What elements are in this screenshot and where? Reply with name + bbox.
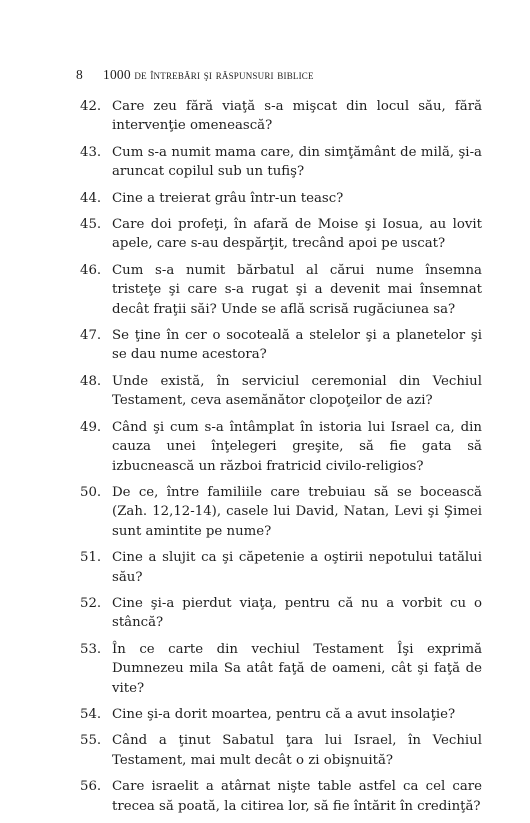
question-number: 54. bbox=[80, 706, 102, 722]
book-title: 1000 de întrebări şi răspunsuri biblice bbox=[103, 67, 314, 82]
question-item bbox=[80, 483, 482, 541]
question-text: În ce carte din vechiul Testament Îşi exprimă Dumnezeu mila Sa atât faţă de oameni, cât şi faţă de vite? bbox=[112, 641, 482, 696]
question-number: 44. bbox=[80, 190, 102, 206]
question-text: Care israelit a atârnat nişte table astfel ca cel care trecea să poată, la citirea lor, să fie întărit în credinţă? bbox=[112, 779, 482, 814]
question-number: 49. bbox=[80, 419, 102, 435]
question-item bbox=[80, 261, 482, 319]
question-text: Care zeu fără viaţă s-a mişcat din locul său, fără intervenţie omenească? bbox=[112, 99, 482, 134]
question-number: 50. bbox=[80, 484, 102, 500]
question-item bbox=[80, 731, 482, 770]
question-number: 51. bbox=[80, 550, 102, 566]
question-number: 53. bbox=[80, 641, 102, 657]
page-number: 8 bbox=[76, 67, 83, 82]
question-number: 42. bbox=[80, 99, 102, 114]
question-text: De ce, între familiile care trebuiau să se bocească (Zah. 12,12-14), casele lui David, Natan, Levi şi Şimei sunt amintite pe nume? bbox=[112, 484, 482, 539]
question-text: Se ţine în cer o socoteală a stelelor şi a planetelor şi se dau nume acestora? bbox=[112, 328, 482, 363]
question-text: Când şi cum s-a întâmplat în istoria lui Israel ca, din cauza unei înţelegeri greşite, să fie gata să izbucnească un război fratricid civilo-religios? bbox=[112, 419, 482, 474]
page-header bbox=[76, 67, 314, 83]
question-text: Cum s-a numit bărbatul al cărui nume însemna tristeţe şi care s-a rugat şi a devenit mai însemnat decât fraţii săi? Unde se află scrisă rugăciunea sa? bbox=[112, 262, 482, 317]
question-item bbox=[80, 97, 482, 136]
question-list bbox=[80, 97, 482, 823]
question-item bbox=[80, 640, 482, 698]
question-text: Care doi profeţi, în afară de Moise şi Iosua, au lovit apele, care s-au despărţit, trecând apoi pe uscat? bbox=[112, 217, 482, 252]
question-number: 52. bbox=[80, 595, 102, 611]
question-text: Când a ţinut Sabatul ţara lui Israel, în Vechiul Testament, mai mult decât o zi obişnuită? bbox=[112, 733, 482, 768]
question-text: Cine şi-a pierdut viaţa, pentru că nu a vorbit cu o stâncă? bbox=[112, 595, 482, 631]
question-text: Cum s-a numit mama care, din simţământ de milă, şi-a aruncat copilul sub un tufiş? bbox=[112, 144, 482, 180]
question-item bbox=[80, 548, 482, 587]
question-item bbox=[80, 418, 482, 476]
question-item bbox=[80, 189, 482, 208]
question-number: 47. bbox=[80, 328, 102, 344]
question-item bbox=[80, 594, 482, 633]
question-number: 43. bbox=[80, 144, 102, 160]
question-text: Cine a treierat grâu într-un teasc? bbox=[112, 190, 344, 206]
question-item bbox=[80, 777, 482, 816]
question-item bbox=[80, 326, 482, 365]
question-item bbox=[80, 215, 482, 254]
question-text: Cine şi-a dorit moartea, pentru că a avut insolaţie? bbox=[112, 706, 456, 722]
question-number: 56. bbox=[80, 779, 102, 795]
question-text: Unde există, în serviciul ceremonial din Vechiul Testament, ceva asemănător clopoţeilor de azi? bbox=[112, 373, 482, 409]
question-number: 55. bbox=[80, 733, 102, 749]
question-item bbox=[80, 372, 482, 411]
question-number: 48. bbox=[80, 373, 102, 389]
question-text: Cine a slujit ca şi căpetenie a oştirii nepotului tatălui său? bbox=[112, 550, 482, 585]
question-item bbox=[80, 143, 482, 182]
question-number: 46. bbox=[80, 262, 102, 278]
question-item bbox=[80, 705, 482, 724]
question-number: 45. bbox=[80, 217, 102, 233]
